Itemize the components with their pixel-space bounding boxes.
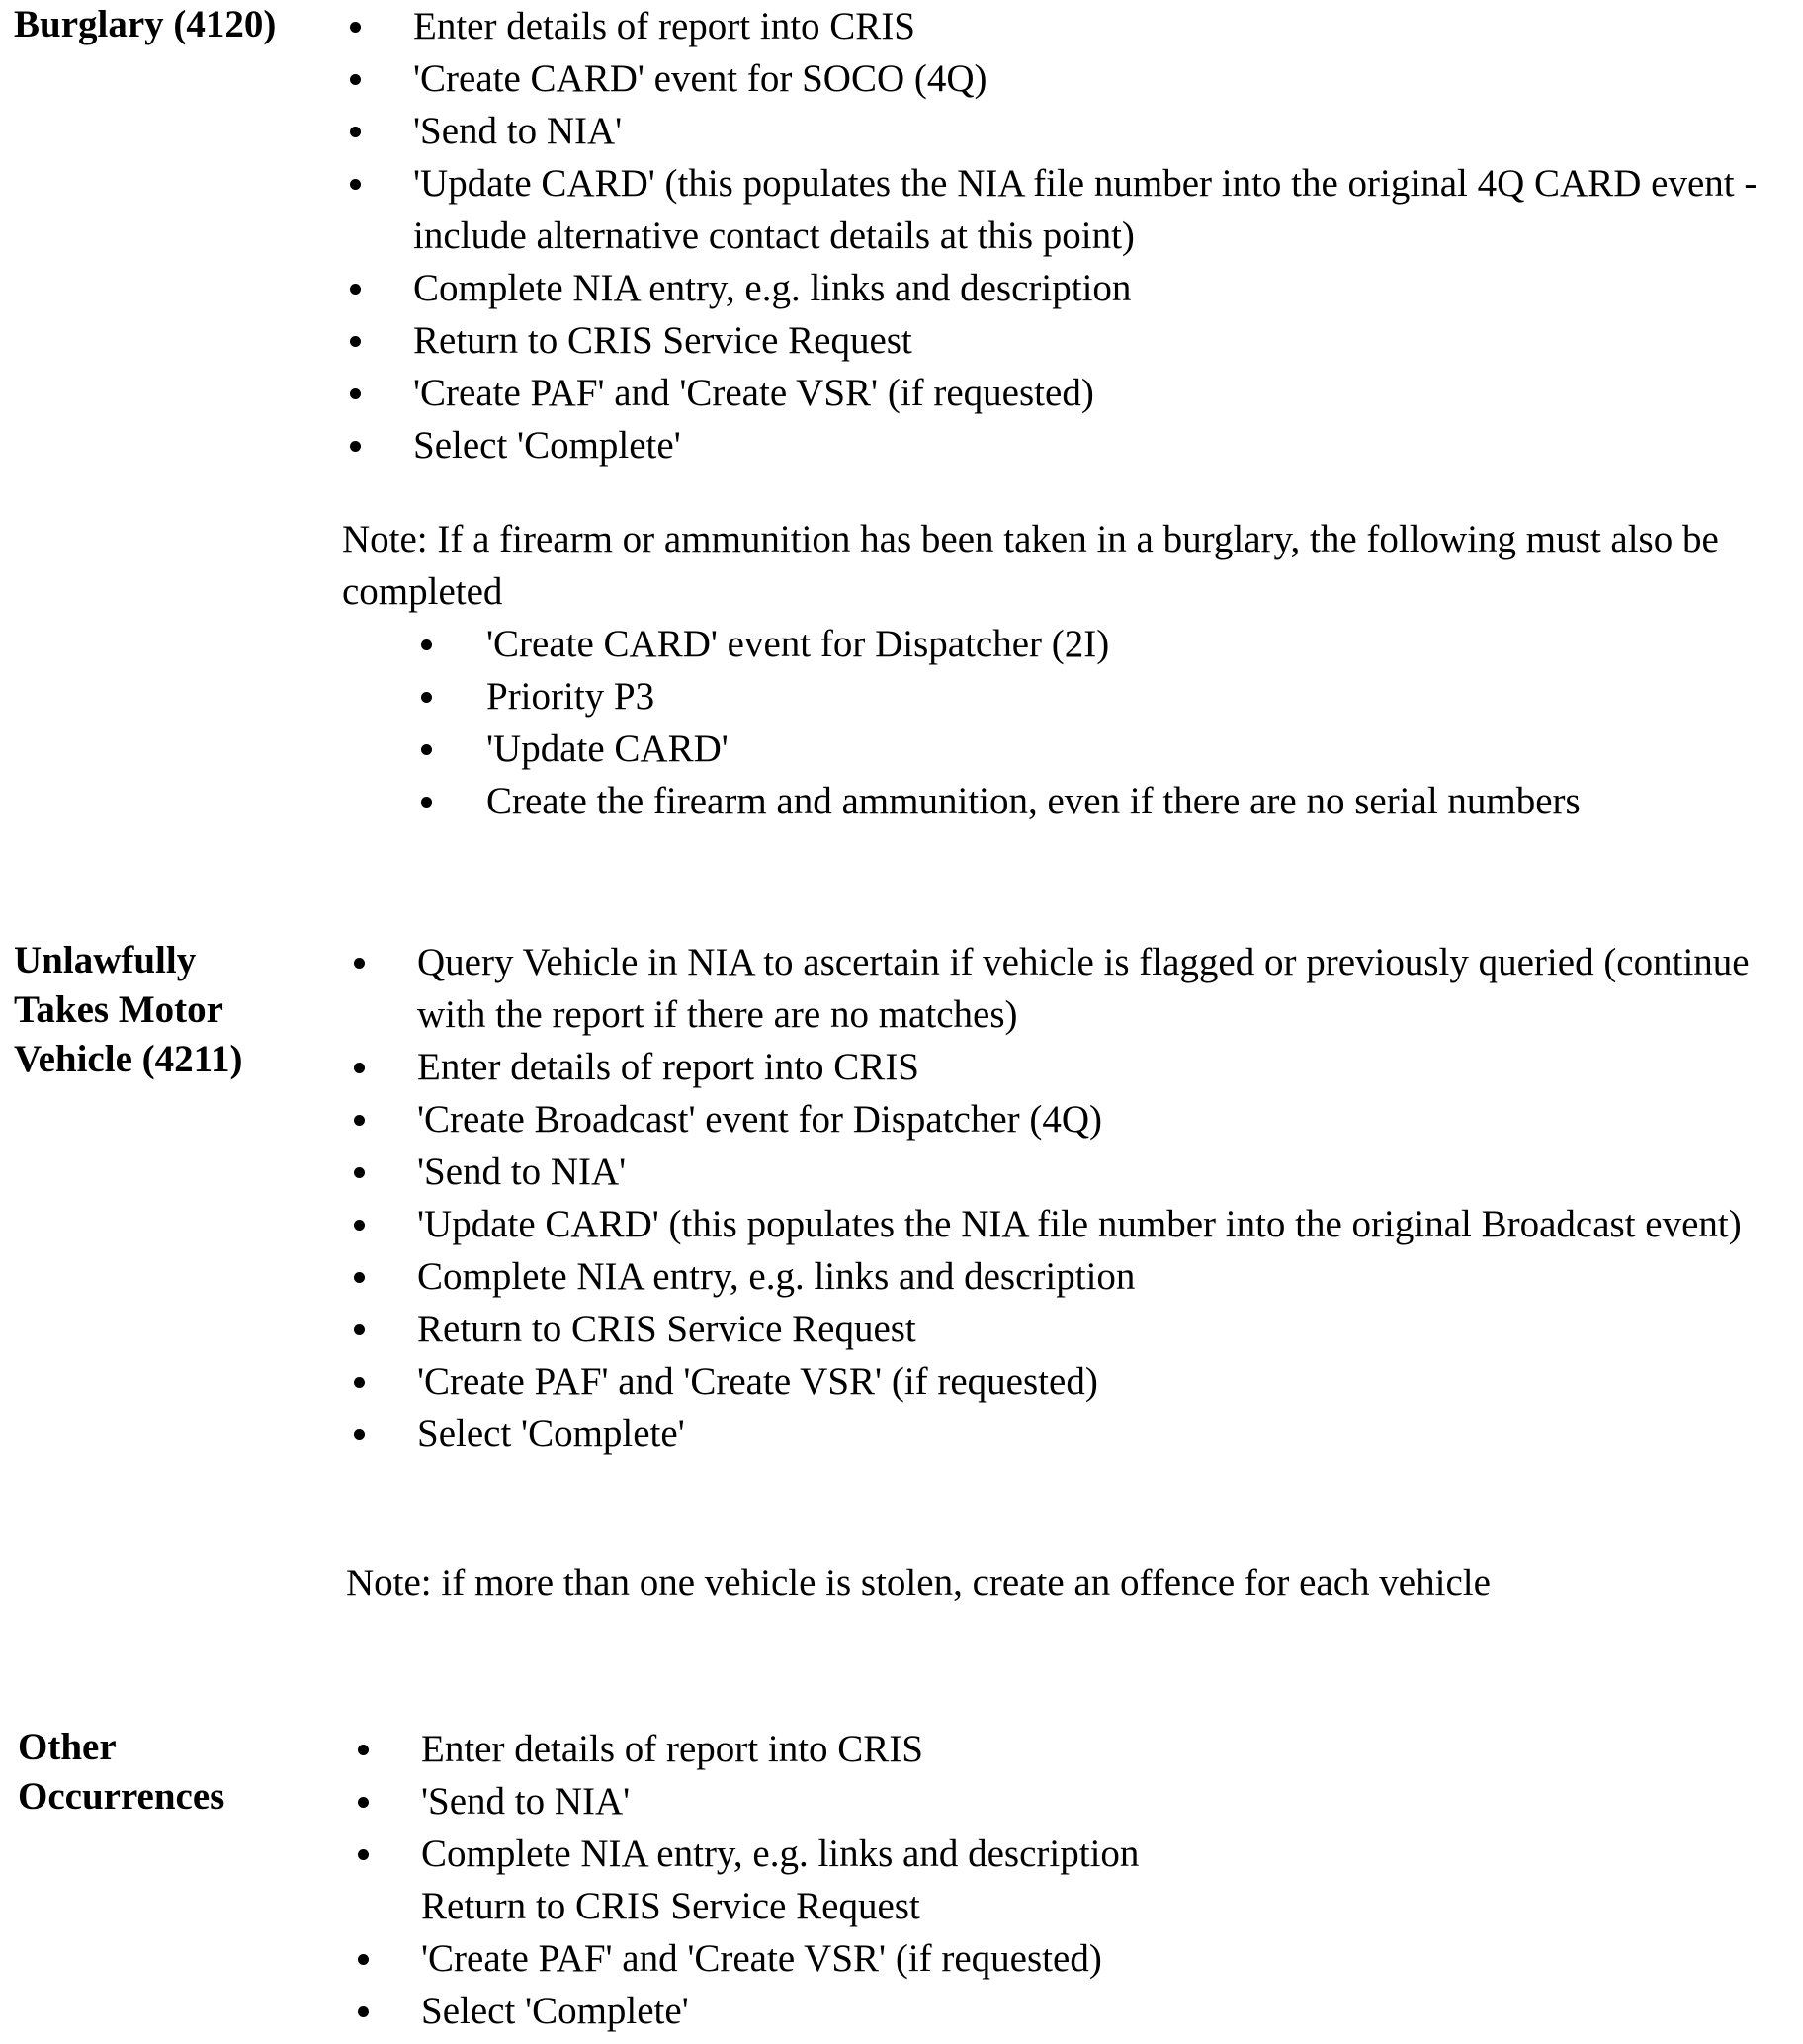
heading-line: Vehicle (4211) — [14, 1038, 243, 1080]
list-item: Return to CRIS Service Request — [421, 1885, 920, 1927]
list-item: 'Create PAF' and 'Create VSR' (if requested) — [421, 1932, 1797, 1985]
bullet-icon — [421, 639, 432, 650]
bullet-icon — [354, 1429, 365, 1440]
list-item: 'Create CARD' event for SOCO (4Q) — [413, 52, 1797, 105]
bullet-icon — [350, 74, 361, 85]
bullet-icon — [354, 1063, 365, 1073]
note-text: Note: If a firearm or ammunition has been taken in a burglary, the following must also be completed — [342, 518, 1719, 613]
bullet-icon — [421, 692, 432, 703]
list-item: Priority P3 — [486, 670, 1791, 723]
heading-line: Occurrences — [18, 1775, 225, 1818]
step-list — [421, 1723, 1797, 2037]
bullet-icon — [350, 22, 361, 33]
list-item: 'Send to NIA' — [417, 1146, 1797, 1198]
list-item: 'Update CARD' (this populates the NIA file number into the original Broadcast event) — [417, 1198, 1797, 1250]
section-heading — [14, 936, 242, 1084]
list-item: Create the firearm and ammunition, even if there are no serial numbers — [486, 775, 1791, 827]
bullet-icon — [350, 388, 361, 399]
bullet-icon — [350, 179, 361, 190]
list-item: 'Send to NIA' — [413, 105, 1797, 157]
list-item: 'Create CARD' event for Dispatcher (2I) — [486, 618, 1791, 670]
list-item: Return to CRIS Service Request — [417, 1303, 1797, 1355]
heading-line: Takes Motor — [14, 988, 223, 1031]
bullet-icon — [358, 2006, 369, 2017]
list-item: Select 'Complete' — [413, 419, 1797, 471]
bullet-icon — [350, 284, 361, 295]
heading-line: Burglary (4120) — [14, 3, 277, 45]
bullet-icon — [421, 797, 432, 808]
bullet-icon — [421, 744, 432, 755]
bullet-icon — [354, 1167, 365, 1178]
heading-line: Other — [18, 1726, 117, 1768]
list-item: Complete NIA entry, e.g. links and description — [413, 262, 1797, 314]
list-item: Select 'Complete' — [421, 1985, 1797, 2037]
firearm-step-list — [486, 618, 1791, 827]
bullet-icon — [354, 1377, 365, 1388]
list-item: Complete NIA entry, e.g. links and description — [421, 1828, 1797, 1880]
section-heading — [18, 1723, 224, 1822]
bullet-icon — [358, 1849, 369, 1860]
bullet-icon — [358, 1797, 369, 1808]
heading-line: Unlawfully — [14, 939, 197, 981]
bullet-icon — [350, 441, 361, 452]
bullet-icon — [354, 1115, 365, 1126]
note-text: Note: if more than one vehicle is stolen, create an offence for each vehicle — [346, 1562, 1491, 1604]
list-item: 'Create PAF' and 'Create VSR' (if requested) — [413, 367, 1797, 419]
list-item: Complete NIA entry, e.g. links and description — [417, 1250, 1797, 1303]
bullet-icon — [350, 127, 361, 137]
list-item: Enter details of report into CRIS — [413, 0, 1797, 52]
bullet-icon — [358, 1745, 369, 1755]
list-item: 'Create Broadcast' event for Dispatcher (4Q) — [417, 1093, 1797, 1146]
section-heading — [14, 0, 276, 49]
bullet-icon — [350, 336, 361, 347]
list-item: 'Send to NIA' — [421, 1775, 1797, 1828]
list-item: Query Vehicle in NIA to ascertain if vehicle is flagged or previously queried (continue with the report if there are no matches) — [417, 936, 1797, 1041]
list-item: 'Update CARD' — [486, 723, 1791, 775]
step-list — [413, 0, 1797, 471]
bullet-icon — [354, 958, 365, 969]
bullet-icon — [354, 1324, 365, 1335]
list-item: Enter details of report into CRIS — [421, 1723, 1797, 1775]
list-item: Return to CRIS Service Request — [413, 314, 1797, 367]
bullet-icon — [358, 1954, 369, 1965]
list-item: 'Update CARD' (this populates the NIA file number into the original 4Q CARD event - include alternative contact details at this point) — [413, 157, 1797, 262]
bullet-icon — [354, 1272, 365, 1283]
step-list — [417, 936, 1797, 1460]
list-item: Enter details of report into CRIS — [417, 1041, 1797, 1093]
bullet-icon — [354, 1220, 365, 1231]
list-item: Select 'Complete' — [417, 1407, 1797, 1460]
list-item: 'Create PAF' and 'Create VSR' (if requested) — [417, 1355, 1797, 1407]
